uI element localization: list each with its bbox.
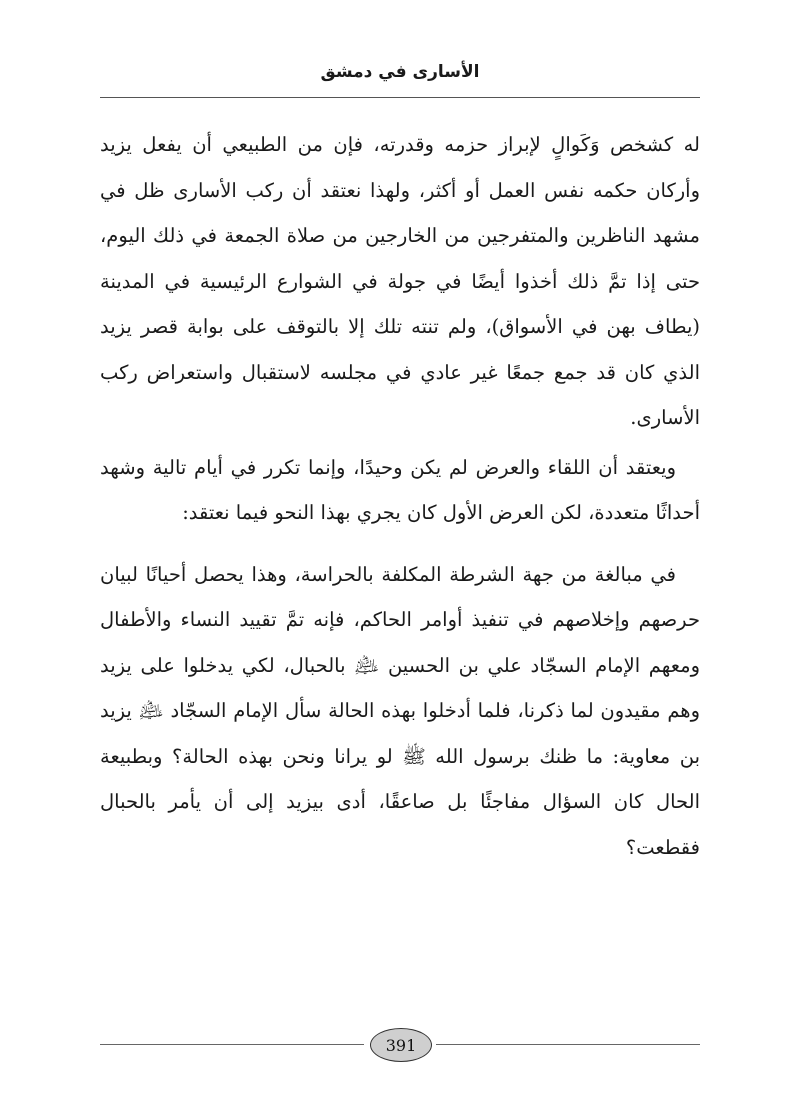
paragraph-1: له كشخص وَكَوالٍ لإبراز حزمه وقدرته، فإن من الطبيعي أن يفعل يزيد وأركان حكمه نفس العمل أو أكثر، ولهذا نعتقد أن ركب الأسارى ظل في مشهد الناظرين والمتفرجين من الخارجين من صلاة الجمعة في ذلك اليوم، حتى إذا تمَّ ذلك أخذوا أيضًا في جولة في الشوارع الرئيسية في المدينة (يطاف بهن في الأسواق)، ولم تنته تلك إلا بالتوقف على بوابة قصر يزيد الذي كان قد جمع جمعًا غير عادي في مجلسه لاستقبال واستعراض ركب الأسارى.: [100, 133, 700, 429]
page-number: 391: [385, 1035, 417, 1055]
page-number-badge: [370, 1028, 432, 1062]
body-text: [100, 122, 700, 870]
footer-rule-left: [100, 1044, 364, 1045]
running-header-title: الأسارى في دمشق: [320, 62, 480, 82]
footer-rule-right: [436, 1044, 700, 1045]
paragraph-3: في مبالغة من جهة الشرطة المكلفة بالحراسة، وهذا يحصل أحيانًا لبيان حرصهم وإخلاصهم في تنفيذ أوامر الحاكم، فإنه تمَّ تقييد النساء والأطفال ومعهم الإمام السجّاد علي بن الحسين ﵇ بالحبال، لكي يدخلوا على يزيد وهم مقيدون لما ذكرنا، فلما أدخلوا بهذه الحالة سأل الإمام السجّاد ﵇ يزيد بن معاوية: ما ظنك برسول الله ﷺ لو يرانا ونحن بهذه الحالة؟ وبطبيعة الحال كان السؤال مفاجئًا بل صاعقًا، أدى بيزيد إلى أن يأمر بالحبال فقطعت؟: [100, 562, 700, 859]
page-footer: [100, 1026, 700, 1062]
header-divider: [100, 97, 700, 98]
page-header: [100, 52, 700, 92]
paragraph-2: ويعتقد أن اللقاء والعرض لم يكن وحيدًا، وإنما تكرر في أيام تالية وشهد أحداثًا متعددة، لكن العرض الأول كان يجري بهذا النحو فيما نعتقد:: [100, 455, 700, 524]
